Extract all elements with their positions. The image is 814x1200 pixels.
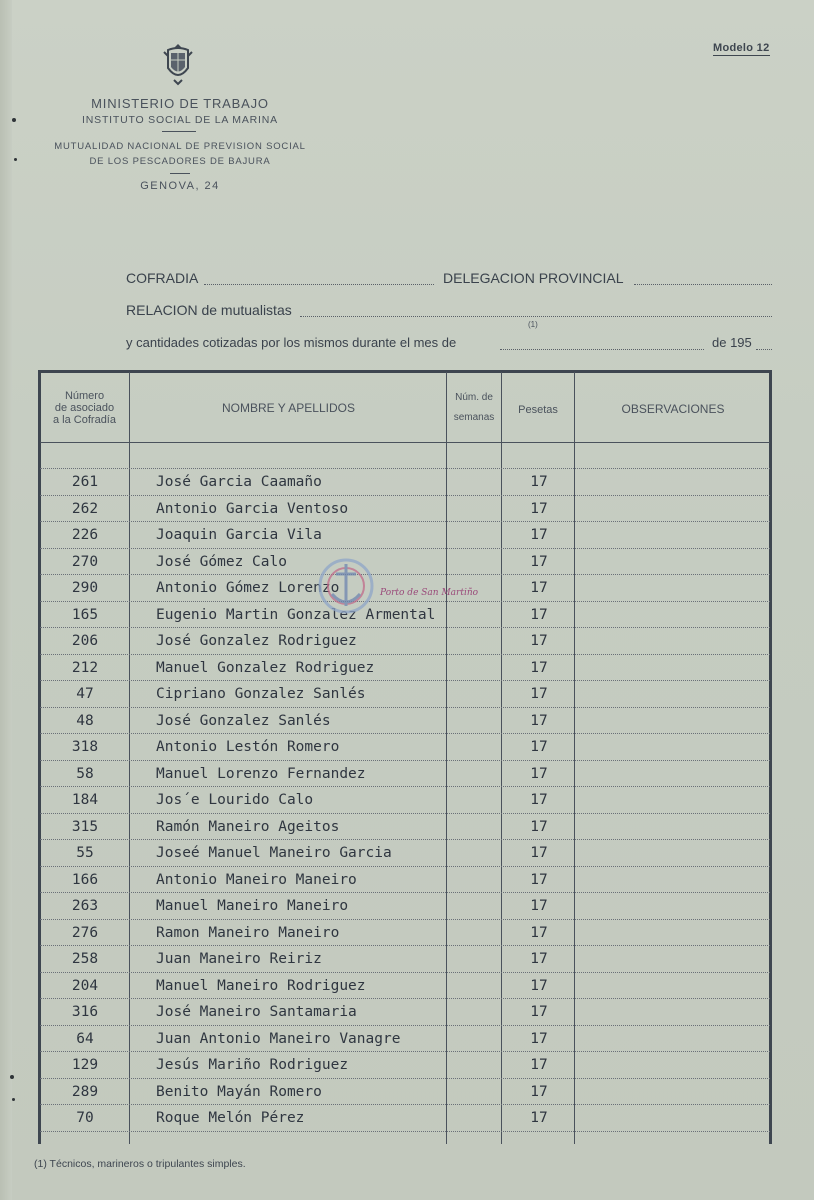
member-number: 226: [71, 527, 99, 543]
table-right-border: [769, 372, 772, 1144]
member-number: 258: [71, 951, 99, 967]
cofradia-field[interactable]: [204, 284, 434, 285]
member-name: Manuel Lorenzo Fernandez: [156, 765, 366, 782]
row-divider: [40, 574, 770, 575]
row-divider: [40, 733, 770, 734]
row-divider: [40, 627, 770, 628]
member-name: Benito Mayán Romero: [156, 1083, 322, 1100]
row-divider: [40, 919, 770, 920]
page-edge: [0, 0, 12, 1200]
pesetas-value: 17: [530, 765, 548, 782]
row-divider: [40, 1078, 770, 1079]
member-number: 204: [71, 977, 99, 994]
year-label: de 195: [712, 335, 752, 350]
header-numero: Número de asociado a la Cofradía: [53, 390, 116, 426]
member-number: 64: [76, 1030, 94, 1047]
pesetas-value: 17: [530, 1004, 548, 1020]
header-divider-2: [170, 173, 190, 174]
member-number: 290: [71, 580, 99, 596]
row-divider: [40, 760, 770, 761]
punch-mark: [10, 1075, 14, 1079]
pesetas-value: 17: [530, 553, 548, 570]
relacion-field[interactable]: [300, 316, 772, 317]
pesetas-value: 17: [530, 1083, 548, 1100]
cofradia-label: COFRADIA: [126, 270, 199, 286]
member-number: 318: [71, 739, 99, 755]
member-name: Jesús Mariño Rodriguez: [156, 1057, 349, 1073]
row-divider: [40, 601, 770, 602]
cantidades-label: y cantidades cotizadas por los mismos durante el mes de: [126, 335, 457, 350]
pesetas-value: 17: [530, 686, 548, 702]
pesetas-value: 17: [530, 845, 548, 861]
pesetas-value: 17: [530, 633, 548, 649]
member-name: Antonio Garcia Ventoso: [156, 500, 349, 517]
member-name: José Garcia Caamaño: [156, 474, 322, 490]
pesetas-value: 17: [530, 500, 548, 517]
member-name: Joaquin Garcia Vila: [156, 527, 322, 543]
row-divider: [40, 972, 770, 973]
member-number: 261: [71, 474, 99, 490]
pesetas-value: 17: [530, 1030, 548, 1047]
row-divider: [40, 1104, 770, 1105]
member-number: 47: [76, 686, 94, 702]
member-name: Joseé Manuel Maneiro Garcia: [156, 845, 392, 861]
member-name: Manuel Gonzalez Rodriguez: [156, 659, 375, 676]
punch-mark: [12, 118, 16, 122]
row-divider: [40, 813, 770, 814]
header-pesetas: Pesetas: [518, 404, 558, 416]
delegacion-field[interactable]: [634, 284, 772, 285]
header-rule: [40, 442, 770, 443]
pesetas-value: 17: [530, 527, 548, 543]
pesetas-value: 17: [530, 606, 548, 623]
member-number: 206: [71, 633, 99, 649]
pesetas-value: 17: [530, 712, 548, 729]
mutual-line-1: MUTUALIDAD NACIONAL DE PREVISION SOCIAL: [54, 141, 306, 152]
pesetas-value: 17: [530, 739, 548, 755]
pesetas-value: 17: [530, 1057, 548, 1073]
member-number: 276: [71, 924, 99, 941]
member-name: José Maneiro Santamaria: [156, 1004, 357, 1020]
member-number: 129: [71, 1057, 99, 1073]
row-divider: [40, 548, 770, 549]
member-number: 212: [71, 659, 99, 676]
pesetas-value: 17: [530, 898, 548, 914]
year-field[interactable]: [756, 349, 772, 350]
pesetas-value: 17: [530, 977, 548, 994]
member-number: 315: [71, 818, 99, 835]
pesetas-value: 17: [530, 580, 548, 596]
member-name: Roque Melón Pérez: [156, 1110, 305, 1126]
header-divider: [162, 131, 196, 132]
member-number: 316: [71, 1004, 99, 1020]
punch-mark: [14, 158, 17, 161]
row-divider: [40, 1131, 770, 1132]
member-name: José Gonzalez Sanlés: [156, 712, 331, 729]
row-divider: [40, 786, 770, 787]
member-name: Antonio Maneiro Maneiro: [156, 871, 357, 888]
member-name: Ramon Maneiro Maneiro: [156, 924, 340, 941]
coat-of-arms-icon: [162, 42, 194, 86]
pesetas-value: 17: [530, 818, 548, 835]
member-name: Manuel Maneiro Maneiro: [156, 898, 349, 914]
table-top-border: [38, 370, 772, 373]
member-name: Antonio Gómez Lorenzo: [156, 580, 340, 596]
member-number: 70: [76, 1110, 94, 1126]
member-number: 184: [71, 792, 99, 808]
row-divider: [40, 680, 770, 681]
address: GENOVA, 24: [140, 180, 220, 192]
pesetas-value: 17: [530, 871, 548, 888]
member-name: Antonio Lestón Romero: [156, 739, 340, 755]
row-divider: [40, 892, 770, 893]
member-number: 289: [71, 1083, 99, 1100]
model-number: Modelo 12: [713, 42, 770, 54]
row-divider: [40, 468, 770, 469]
member-number: 270: [71, 553, 99, 570]
institute-title: INSTITUTO SOCIAL DE LA MARINA: [82, 114, 278, 126]
month-field[interactable]: [500, 349, 704, 350]
relacion-label: RELACION de mutualistas: [126, 302, 292, 318]
member-number: 58: [76, 765, 94, 782]
footnote-mark: (1): [528, 320, 538, 329]
pesetas-value: 17: [530, 1110, 548, 1126]
pesetas-value: 17: [530, 659, 548, 676]
member-name: Manuel Maneiro Rodriguez: [156, 977, 366, 994]
punch-mark: [12, 1098, 15, 1101]
member-name: Juan Maneiro Reiriz: [156, 951, 322, 967]
column-divider: [446, 372, 447, 1144]
member-name: Jos´e Lourido Calo: [156, 792, 314, 808]
member-name: Cipriano Gonzalez Sanlés: [156, 686, 366, 702]
header-nombre: NOMBRE Y APELLIDOS: [222, 401, 355, 415]
member-number: 263: [71, 898, 99, 914]
pesetas-value: 17: [530, 474, 548, 490]
member-name: Eugenio Martin Gonzalez Armental: [156, 606, 436, 623]
row-divider: [40, 839, 770, 840]
column-divider: [574, 372, 575, 1144]
member-number: 165: [71, 606, 99, 623]
row-divider: [40, 1051, 770, 1052]
ministry-title: MINISTERIO DE TRABAJO: [91, 96, 269, 111]
row-divider: [40, 866, 770, 867]
anchor-stamp-icon: [316, 556, 376, 616]
pesetas-value: 17: [530, 792, 548, 808]
row-divider: [40, 495, 770, 496]
row-divider: [40, 707, 770, 708]
pesetas-value: 17: [530, 951, 548, 967]
row-divider: [40, 998, 770, 999]
member-name: José Gómez Calo: [156, 553, 287, 570]
header-observaciones: OBSERVACIONES: [621, 402, 725, 416]
column-divider: [501, 372, 502, 1144]
member-number: 55: [76, 845, 94, 861]
member-name: José Gonzalez Rodriguez: [156, 633, 357, 649]
mutual-line-2: DE LOS PESCADORES DE BAJURA: [89, 156, 271, 167]
member-name: Juan Antonio Maneiro Vanagre: [156, 1030, 401, 1047]
member-number: 48: [76, 712, 94, 729]
header-semanas: Núm. de semanas: [453, 392, 495, 423]
row-divider: [40, 1025, 770, 1026]
pesetas-value: 17: [530, 924, 548, 941]
member-number: 166: [71, 871, 99, 888]
stamp-text: Porto de San Martiño: [380, 588, 479, 598]
row-divider: [40, 521, 770, 522]
footnote: (1) Técnicos, marineros o tripulantes simples.: [34, 1158, 246, 1170]
row-divider: [40, 945, 770, 946]
row-divider: [40, 654, 770, 655]
delegacion-label: DELEGACION PROVINCIAL: [443, 270, 624, 286]
member-number: 262: [71, 500, 99, 517]
member-name: Ramón Maneiro Ageitos: [156, 818, 340, 835]
